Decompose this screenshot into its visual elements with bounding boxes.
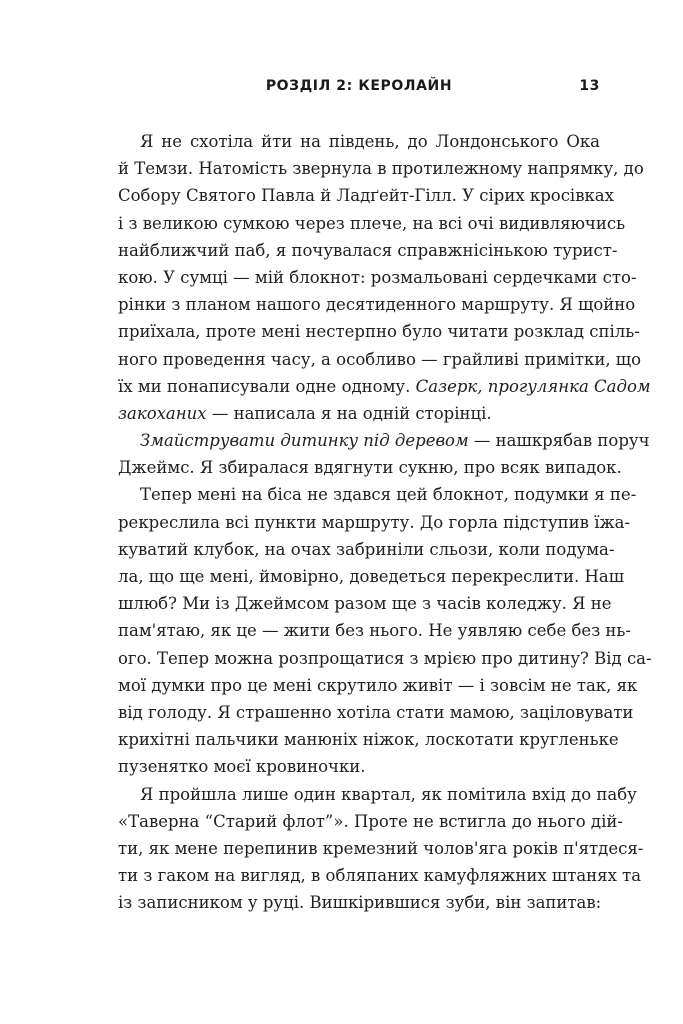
text-line bbox=[118, 617, 631, 644]
text-line bbox=[118, 481, 637, 508]
text-line bbox=[118, 237, 618, 264]
text-line bbox=[118, 835, 644, 862]
text-run: приїхала, проте мені нестерпно було читати розклад спіль- bbox=[118, 322, 640, 342]
text-line bbox=[118, 128, 600, 155]
chapter-title: РОЗДІЛ 2: КЕРОЛАЙН bbox=[265, 78, 453, 94]
text-run: Собору Святого Павла й Ладґейт-Гілл. У сірих кросівках bbox=[118, 186, 614, 206]
text-run: рекреслила всі пункти маршруту. До горла підступив їжа- bbox=[118, 512, 631, 532]
text-line bbox=[118, 536, 615, 563]
text-run: ла, що ще мені, ймовірно, доведеться перекреслити. Наш bbox=[118, 567, 625, 586]
text-run: крихітні пальчики манюніх ніжок, лоскотати кругленьке bbox=[118, 730, 619, 750]
text-line bbox=[118, 889, 600, 916]
text-line bbox=[118, 210, 626, 237]
text-run: куватий клубок, на очах забриніли сльози, коли подума- bbox=[118, 539, 615, 559]
text-run: пам'ятаю, як це — жити без нього. Не уявляю себе без нь- bbox=[118, 621, 631, 641]
text-run: Тепер мені на біса не здався цей блокнот, подумки я пе- bbox=[140, 485, 637, 505]
text-run: найближчий паб, я почувалася справжнісінькою турист- bbox=[118, 240, 618, 260]
text-run: мої думки про це мені скрутило живіт — і зовсім не так, як bbox=[118, 675, 638, 695]
body-text bbox=[118, 128, 652, 916]
text-line bbox=[118, 808, 623, 835]
page-number: 13 bbox=[579, 78, 600, 94]
text-run: ти, як мене перепинив кремезний чолов'яга років п'ятдеся- bbox=[118, 838, 644, 858]
running-head bbox=[118, 78, 600, 98]
text-line bbox=[118, 318, 640, 345]
text-line bbox=[118, 672, 638, 699]
text-line bbox=[118, 264, 637, 291]
text-run: із записником у руці. Вишкірившися зуби, він запитав: bbox=[118, 893, 602, 913]
text-run: кою. У сумці — мій блокнот: розмальовані сердечками сто- bbox=[118, 267, 637, 287]
text-run: й Темзи. Натомість звернула в протилежному напрямку, до bbox=[118, 159, 644, 179]
text-line bbox=[118, 454, 622, 481]
paragraph bbox=[118, 427, 650, 481]
text-line bbox=[118, 699, 634, 726]
text-line bbox=[118, 509, 631, 536]
text-line bbox=[118, 753, 600, 780]
text-run: їх ми понаписували одне одному. bbox=[118, 376, 416, 396]
paragraph bbox=[118, 481, 652, 780]
text-line bbox=[118, 726, 619, 753]
text-run: Джеймс. Я збиралася вдягнути сукню, про всяк випадок. bbox=[118, 458, 622, 478]
text-line bbox=[118, 182, 614, 209]
italic-text: Змайструвати дитинку під деревом bbox=[140, 431, 469, 451]
paragraph bbox=[118, 781, 644, 917]
text-run: Я не схотіла йти на південь, до Лондонського Ока bbox=[140, 132, 600, 151]
text-run: шлюб? Ми із Джеймсом разом ще з часів коледжу. Я не bbox=[118, 594, 612, 614]
text-line bbox=[118, 427, 650, 454]
italic-text: закоханих bbox=[118, 403, 207, 423]
text-line bbox=[118, 590, 612, 617]
italic-text: Сазерк, прогулянка Садом bbox=[415, 376, 651, 396]
text-line bbox=[118, 400, 600, 427]
text-run: — написала я на одній сторінці. bbox=[206, 403, 492, 423]
text-run: рінки з планом нашого десятиденного маршруту. Я щойно bbox=[118, 295, 636, 315]
text-run: і з великою сумкою через плече, на всі очі видивляючись bbox=[118, 213, 626, 233]
text-run: ти з гаком на вигляд, в обляпаних камуфляжних штанях та bbox=[118, 866, 642, 886]
text-run: ого. Тепер можна розпрощатися з мрією про дитину? Від са- bbox=[118, 648, 652, 668]
text-run: Я пройшла лише один квартал, як помітила вхід до пабу bbox=[140, 784, 637, 804]
text-line bbox=[118, 645, 652, 672]
text-line bbox=[118, 373, 651, 400]
text-line bbox=[118, 781, 637, 808]
text-run: ного проведення часу, а особливо — грайливі примітки, що bbox=[118, 349, 642, 369]
text-line bbox=[118, 291, 636, 318]
text-line bbox=[118, 155, 644, 182]
text-line bbox=[118, 346, 642, 373]
text-run: пузенятко моєї кровиночки. bbox=[118, 757, 366, 777]
text-line bbox=[118, 862, 642, 889]
paragraph bbox=[118, 128, 651, 427]
text-run: — нашкрябав поруч bbox=[468, 431, 650, 451]
text-line bbox=[118, 563, 625, 590]
text-run: від голоду. Я страшенно хотіла стати мамою, заціловувати bbox=[118, 702, 634, 722]
text-run: «Таверна “Старий флот”». Проте не встигла до нього дій- bbox=[118, 811, 623, 831]
